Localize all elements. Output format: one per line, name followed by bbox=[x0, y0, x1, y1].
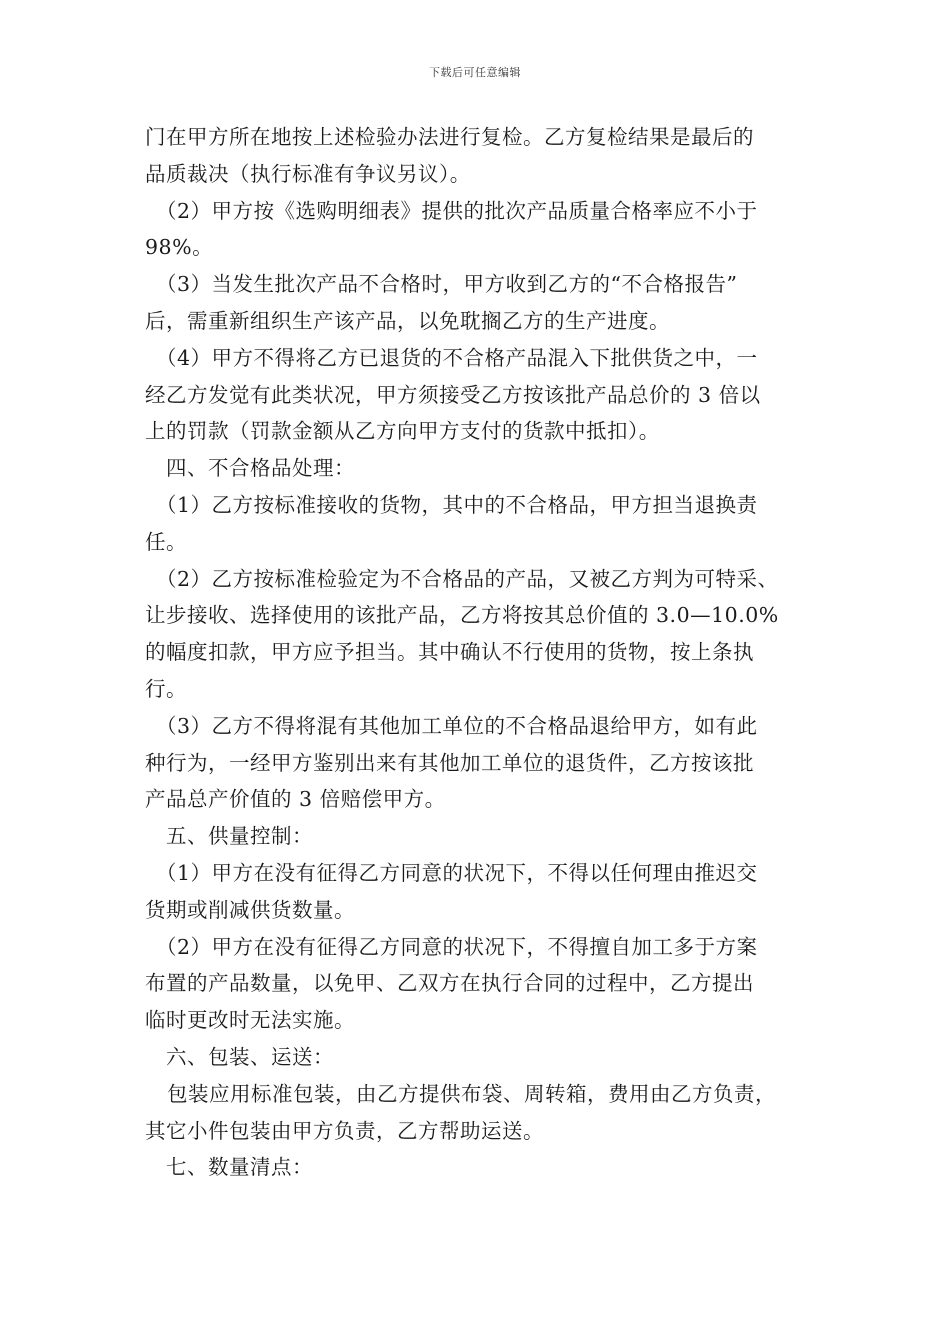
paragraph-line: 后，需重新组织生产该产品，以免耽搁乙方的生产进度。 bbox=[145, 308, 670, 333]
list-item-line: （4）甲方不得将乙方已退货的不合格产品混入下批供货之中，一 bbox=[156, 345, 758, 370]
list-item-line: （2）乙方按标准检验定为不合格品的产品，又被乙方判为可特采、 bbox=[156, 566, 779, 591]
paragraph-line: 包装应用标准包装，由乙方提供布袋、周转箱，费用由乙方负责， bbox=[167, 1081, 776, 1106]
list-item-line: （3）当发生批次产品不合格时，甲方收到乙方的“不合格报告” bbox=[156, 272, 738, 297]
paragraph-line: 临时更改时无法实施。 bbox=[145, 1008, 355, 1033]
list-item-line: （2）甲方在没有征得乙方同意的状况下，不得擅自加工多于方案 bbox=[156, 934, 758, 959]
list-item-line: （1）甲方在没有征得乙方同意的状况下，不得以任何理由推迟交 bbox=[156, 860, 758, 885]
section-heading: 五、供量控制： bbox=[166, 824, 313, 849]
section-heading: 七、数量清点： bbox=[166, 1155, 313, 1180]
list-item-line: （1）乙方按标准接收的货物，其中的不合格品，甲方担当退换责 bbox=[156, 492, 758, 517]
paragraph-line: 行。 bbox=[145, 676, 187, 701]
document-body bbox=[145, 119, 810, 1186]
paragraph-line: 任。 bbox=[145, 529, 187, 554]
paragraph-line: 98%。 bbox=[145, 235, 214, 260]
paragraph-line: 上的罚款（罚款金额从乙方向甲方支付的货款中抵扣）。 bbox=[145, 419, 660, 444]
section-heading: 四、不合格品处理： bbox=[166, 456, 355, 481]
paragraph-line: 其它小件包装由甲方负责，乙方帮助运送。 bbox=[145, 1118, 544, 1143]
list-item-line: （2）甲方按《选购明细表》提供的批次产品质量合格率应不小于 bbox=[156, 198, 758, 223]
paragraph-line: 的幅度扣款，甲方应予担当。其中确认不行使用的货物，按上条执 bbox=[145, 640, 754, 665]
paragraph-line: 门在甲方所在地按上述检验办法进行复检。乙方复检结果是最后的 bbox=[145, 125, 754, 149]
page-header: 下载后可任意编辑 bbox=[429, 66, 521, 79]
paragraph-line: 经乙方发觉有此类状况，甲方须接受乙方按该批产品总价的 3 倍以 bbox=[145, 382, 761, 407]
paragraph-line: 种行为，一经甲方鉴别出来有其他加工单位的退货件，乙方按该批 bbox=[145, 750, 754, 775]
list-item-line: （3）乙方不得将混有其他加工单位的不合格品退给甲方，如有此 bbox=[156, 713, 758, 738]
paragraph-line: 品质裁决（执行标准有争议另议）。 bbox=[145, 161, 471, 186]
paragraph-line: 让步接收、选择使用的该批产品，乙方将按其总价值的 3.0—10.0% bbox=[145, 603, 779, 628]
section-heading: 六、包装、运送： bbox=[166, 1044, 334, 1069]
paragraph-line: 布置的产品数量，以免甲、乙双方在执行合同的过程中，乙方提出 bbox=[145, 971, 754, 996]
paragraph-line: 产品总产价值的 3 倍赔偿甲方。 bbox=[145, 787, 446, 812]
paragraph-line: 货期或削减供货数量。 bbox=[145, 897, 355, 922]
